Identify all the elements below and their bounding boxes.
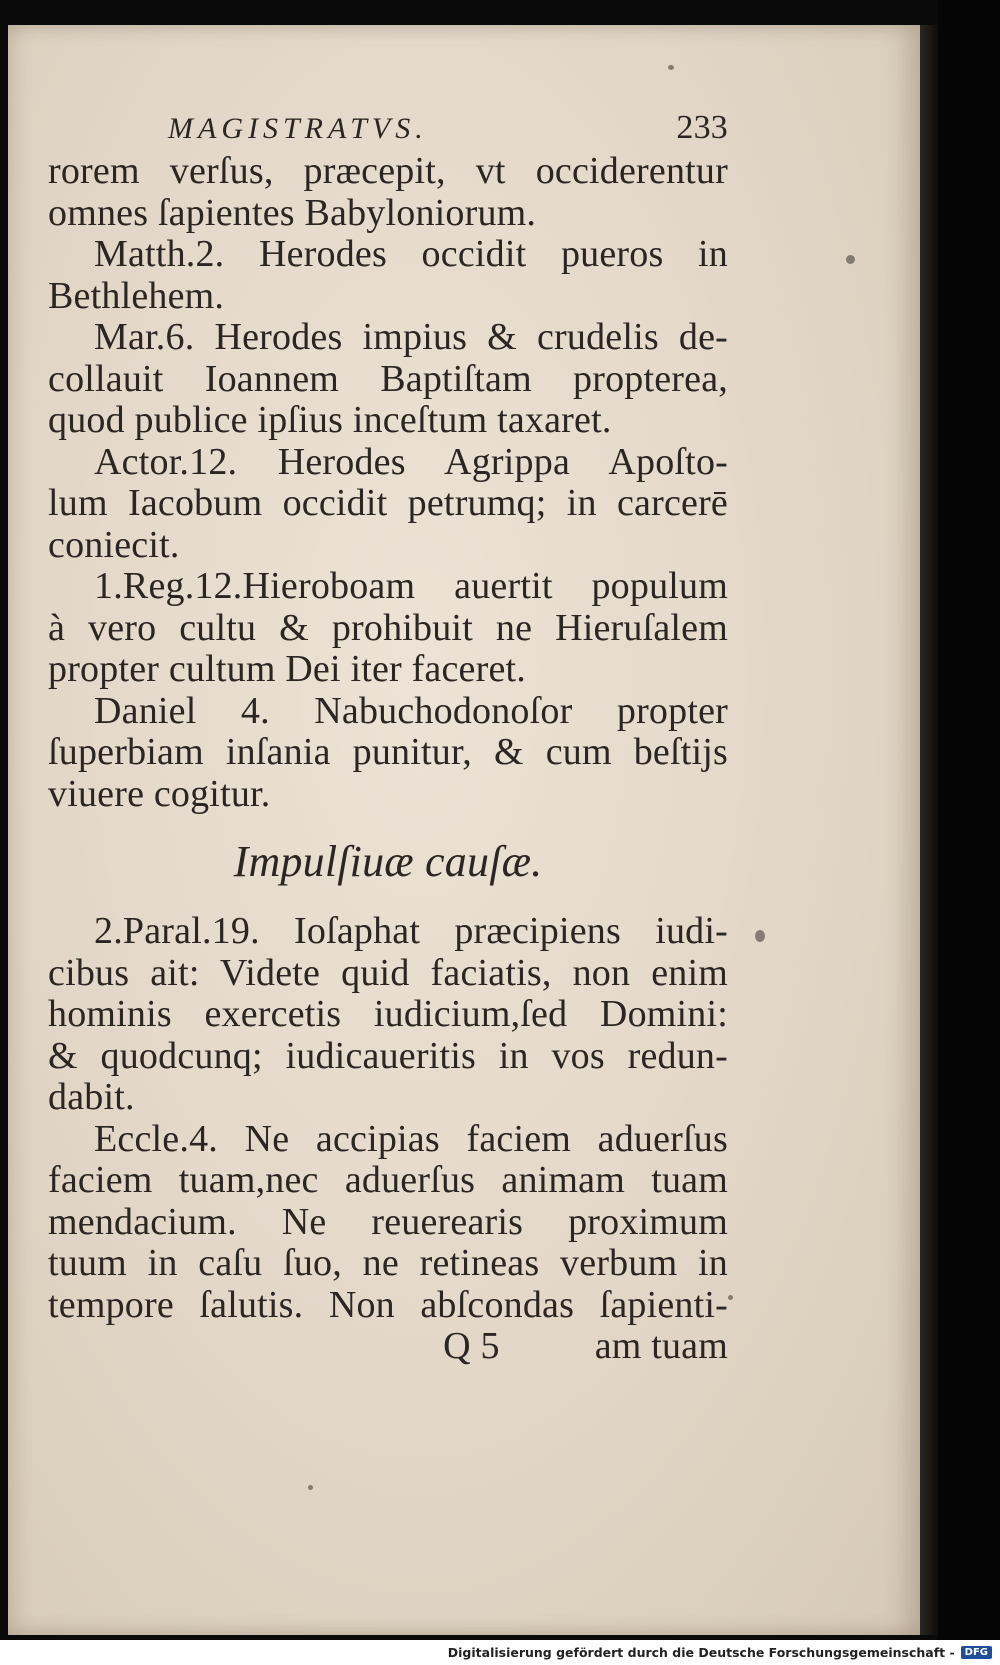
text-line: 1.Reg.12.Hieroboam auertit populum <box>94 565 728 607</box>
book-spine <box>920 25 938 1635</box>
text-line: Matth.2. Herodes occidit pueros in <box>94 233 728 275</box>
text-line: propter cultum Dei iter faceret. <box>48 648 527 690</box>
text-line: Eccle.4. Ne accipias faciem aduerſus <box>94 1117 728 1160</box>
footer-credit: Digitalisierung gefördert durch die Deutsche Forschungsgemeinschaft - <box>447 1645 955 1660</box>
scan-background <box>938 0 1000 1640</box>
text-line: collauit Ioannem Baptiſtam propterea, <box>48 357 728 400</box>
text-line: & quodcunq; iudicaueritis in vos redun- <box>48 1034 728 1077</box>
text-block <box>48 107 728 1368</box>
paragraphs-after-heading <box>48 911 728 1326</box>
text-line: coniecit. <box>48 523 180 566</box>
text-line: tuum in caſu ſuo, ne retineas verbum in <box>48 1242 728 1284</box>
text-line: Mar.6. Herodes impius & crudelis de- <box>94 316 728 358</box>
text-line: omnes ſapientes Babyloniorum. <box>48 191 537 234</box>
text-line: dabit. <box>48 1076 135 1118</box>
text-line: tempore ſalutis. Non abſcondas ſapienti- <box>48 1283 728 1326</box>
text-line: Daniel 4. Nabuchodonoſor propter <box>94 689 728 732</box>
section-heading: Impulſiuæ cauſæ. <box>233 837 543 886</box>
paragraphs-before-heading <box>48 151 728 815</box>
text-line: quod publice ipſius inceſtum taxaret. <box>48 399 612 441</box>
page-number: 233 <box>676 109 728 146</box>
digitization-footer <box>0 1640 1000 1665</box>
dfg-logo: DFG <box>961 1646 992 1659</box>
running-title: MAGISTRATVS. <box>168 112 428 145</box>
text-line: viuere cogitur. <box>48 772 271 815</box>
page-foot <box>48 1326 728 1368</box>
text-line: faciem tuam,nec aduerſus animam tuam <box>48 1159 728 1201</box>
text-line: lum Iacobum occidit petrumq; in carcerē <box>48 482 728 524</box>
book-page <box>8 25 920 1635</box>
text-line: hominis exercetis iudicium,ſed Domini: <box>48 993 728 1035</box>
text-line: Bethlehem. <box>48 274 225 317</box>
page-header <box>168 107 728 151</box>
text-line: ſuperbiam inſania punitur, & cum beſtijs <box>48 731 728 773</box>
text-line: Actor.12. Herodes Agrippa Apoſto- <box>94 440 728 483</box>
text-line: 2.Paral.19. Ioſaphat præcipiens iudi- <box>94 910 728 952</box>
text-line: rorem verſus, præcepit, vt occiderentur <box>48 150 728 192</box>
text-line: cibus ait: Videte quid faciatis, non enim <box>48 951 728 994</box>
text-line: à vero cultu & prohibuit ne Hieruſalem <box>48 606 728 649</box>
text-line: mendacium. Ne reuerearis proximum <box>48 1200 728 1243</box>
catchword: am tuam <box>594 1325 728 1367</box>
signature-mark: Q 5 <box>443 1325 500 1367</box>
